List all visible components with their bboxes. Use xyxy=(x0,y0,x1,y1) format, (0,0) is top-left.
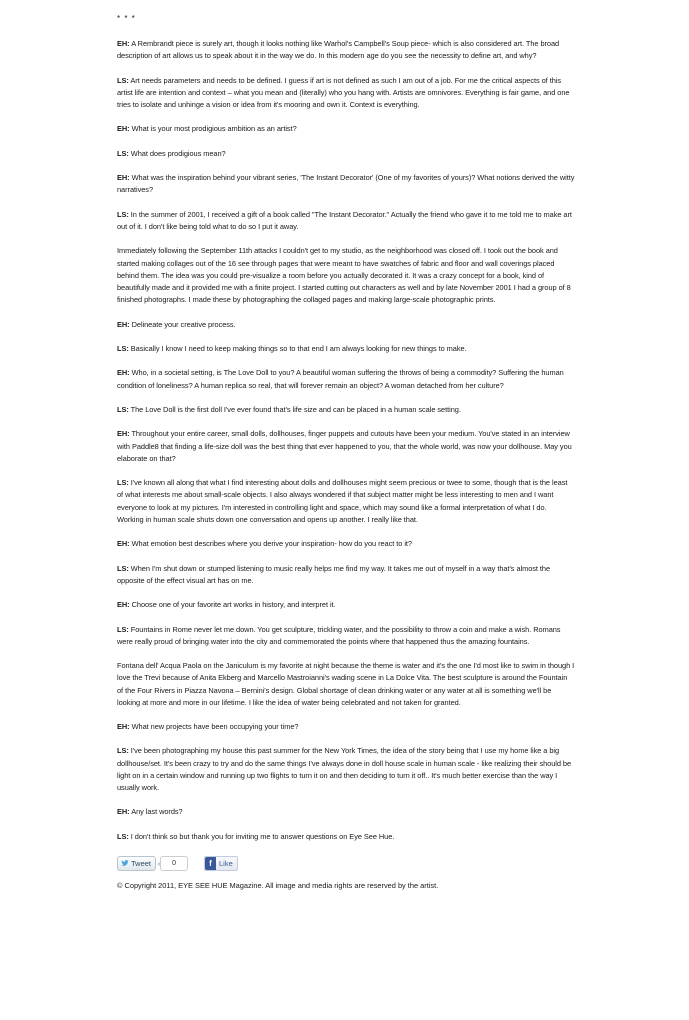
speaker-label: LS: xyxy=(117,563,129,573)
paragraph-text: Art needs parameters and needs to be defined. I guess if art is not defined as such I am out of a job. For me the critical aspects of this artist life are intention and context – what you mean and (literally) who you hang with. Artists are omnivores. Everything is fair game, and one tries to isolate and unhinge a vision or idea from it's mooring and own it. Context is everything. xyxy=(117,75,570,109)
speaker-label: EH: xyxy=(117,539,130,549)
interview-paragraph xyxy=(117,367,575,391)
paragraph-text: A Rembrandt piece is surely art, though it looks nothing like Warhol's Campbell's Soup piece- which is also considered art. The broad description of art allows us to speak about it in the way we do. In this modern age do you see the necessity to define art, and why? xyxy=(117,39,560,61)
interview-paragraph xyxy=(117,319,575,331)
speaker-label: EH: xyxy=(117,173,130,183)
interview-paragraph xyxy=(117,831,575,843)
tweet-count: 0 xyxy=(160,856,188,871)
paragraph-text: What was the inspiration behind your vibrant series, 'The Instant Decorator' (One of my favorites of yours)? What notions derived the witty narratives? xyxy=(117,173,575,195)
speaker-label: EH: xyxy=(117,429,130,439)
speaker-label: LS: xyxy=(117,343,129,353)
paragraph-text: Delineate your creative process. xyxy=(131,319,236,329)
speaker-label: EH: xyxy=(117,600,130,610)
speaker-label: LS: xyxy=(117,624,129,634)
speaker-label: LS: xyxy=(117,75,129,85)
speaker-label: LS: xyxy=(117,148,129,158)
interview-paragraph xyxy=(117,148,575,160)
paragraph-text: What new projects have been occupying your time? xyxy=(131,722,299,732)
interview-paragraph xyxy=(117,123,575,135)
paragraph-text: Fontana dell' Acqua Paola on the Janiculum is my favorite at night because the theme is water and it's the one I'd most like to swim in though I love the Trevi because of Anita Ekberg and Marcello Mastroianni's wading scene in La Dolce Vita. The best sculpture is around the Fountain of the Four Rivers in Piazza Navona – Bernini's design. Global shortage of clean drinking water or any water at all is something we'll be looking at more and more in our lifetime. I like the idea of water being celebrated and not taken for granted. xyxy=(117,661,575,707)
paragraph-text: Throughout your entire career, small dolls, dollhouses, finger puppets and cutouts have been your medium. You've stated in an interview with Paddle8 that finding a life-size doll was the best thing that ever happened to you, that the whole world, was now your dollhouse. May you elaborate on that? xyxy=(117,429,572,463)
speaker-label: EH: xyxy=(117,124,130,134)
paragraph-text: What emotion best describes where you derive your inspiration- how do you react to it? xyxy=(131,539,412,549)
speaker-label: EH: xyxy=(117,319,130,329)
like-label: Like xyxy=(219,858,233,868)
paragraph-text: Basically I know I need to keep making things so to that end I am always looking for new things to make. xyxy=(130,343,467,353)
interview-paragraph xyxy=(117,172,575,196)
paragraph-text: I've been photographing my house this past summer for the New York Times, the idea of the story being that I use my home like a big dollhouse/set. It's been crazy to try and do the same things I've always done in doll house scale in human scale - like realizing their should be light on in a certain window and running up two flights to turn it on and then deciding to turn it off.. It's much better exercise than the way I usually work. xyxy=(117,746,572,793)
tweet-label: Tweet xyxy=(131,858,152,868)
speaker-label: LS: xyxy=(117,404,129,414)
copyright-notice: © Copyright 2011, EYE SEE HUE Magazine. All image and media rights are reserved by the artist. xyxy=(117,881,439,891)
interview-paragraph xyxy=(117,721,575,733)
paragraph-text: I've known all along that what I find interesting about dolls and dollhouses might seem precious or twee to some, though that is the least of what interests me about small-scale objects. I also always wondered if that subject matter might be less interesting to men and I want everyone to look at my pictures. I'm interested in controlling light and space, which may sound like a formal interpretation of what I do. Working in human scale shuts down one conversation and opens up another. I really like that. xyxy=(117,478,568,524)
social-share-bar xyxy=(117,855,575,871)
speaker-label: EH: xyxy=(117,807,130,817)
interview-paragraph xyxy=(117,428,575,465)
paragraph-text: When I'm shut down or stumped listening to music really helps me find my way. It takes me out of myself in a way that's almost the opposite of the effect visual art has on me. xyxy=(117,563,551,585)
paragraph-text: What does prodigious mean? xyxy=(130,148,226,158)
interview-paragraph xyxy=(117,538,575,550)
speaker-label: EH: xyxy=(117,39,130,48)
paragraph-text: Immediately following the September 11th attacks I couldn't get to my studio, as the neighborhood was closed off. I took out the book and started making collages out of the 16 see through pages that were meant to have swatches of fabric and floor and wall coverings placed behind them. The idea was you could pre-visualize a room before you actually decorated it. It was a crazy concept for a book, kind of beautifully made and it provided me with a finite project. I started cutting out characters as well and by late November 2001 I had a group of 8 finished photographs. I made these by photographing the collaged pages and making large-scale photographic prints. xyxy=(117,246,571,305)
interview-paragraph xyxy=(117,563,575,587)
article-body xyxy=(117,14,575,891)
speaker-label: LS: xyxy=(117,478,129,488)
interview-paragraph xyxy=(117,477,575,526)
paragraph-text: What is your most prodigious ambition as an artist? xyxy=(131,124,297,134)
facebook-like-button[interactable] xyxy=(204,856,238,871)
tweet-button[interactable] xyxy=(117,856,156,871)
speaker-label: LS: xyxy=(117,746,129,756)
section-separator: * * * xyxy=(117,14,136,23)
interview-paragraph xyxy=(117,245,575,306)
paragraph-text: The Love Doll is the first doll I've ever found that's life size and can be placed in a human scale setting. xyxy=(130,404,461,414)
speaker-label: EH: xyxy=(117,368,130,378)
interview-paragraph xyxy=(117,624,575,648)
interview-paragraph xyxy=(117,745,575,794)
paragraph-text: In the summer of 2001, I received a gift of a book called "The Instant Decorator." Actually the friend who gave it to me told me to make art out of it. I don't like being told what to do so I put it away. xyxy=(117,209,572,231)
paragraph-text: Who, in a societal setting, is The Love Doll to you? A beautiful woman suffering the throws of being a commodity? Suffering the human condition of loneliness? A human replica so real, that will forever remain an object? A woman detached from her culture? xyxy=(117,368,564,390)
paragraph-text: Fountains in Rome never let me down. You get sculpture, trickling water, and the possibility to throw a coin and make a wish. Romans were really proud of bringing water into the city and commemorated the points where that happened thus the amazing fountains. xyxy=(117,624,561,646)
speaker-label: EH: xyxy=(117,722,130,732)
interview-paragraph xyxy=(117,38,575,62)
paragraph-text: Choose one of your favorite art works in history, and interpret it. xyxy=(131,600,336,610)
paragraph-text: I don't think so but thank you for inviting me to answer questions on Eye See Hue. xyxy=(130,831,395,841)
interview-paragraph xyxy=(117,75,575,112)
paragraph-text: Any last words? xyxy=(131,807,183,817)
interview-paragraph xyxy=(117,599,575,611)
speaker-label: LS: xyxy=(117,831,129,841)
facebook-icon: f xyxy=(205,857,216,870)
interview-paragraph xyxy=(117,209,575,233)
bird-icon xyxy=(121,859,129,867)
interview-paragraphs xyxy=(117,38,575,843)
interview-paragraph xyxy=(117,806,575,818)
speaker-label: LS: xyxy=(117,209,129,219)
interview-paragraph xyxy=(117,404,575,416)
interview-paragraph xyxy=(117,343,575,355)
interview-paragraph xyxy=(117,660,575,709)
